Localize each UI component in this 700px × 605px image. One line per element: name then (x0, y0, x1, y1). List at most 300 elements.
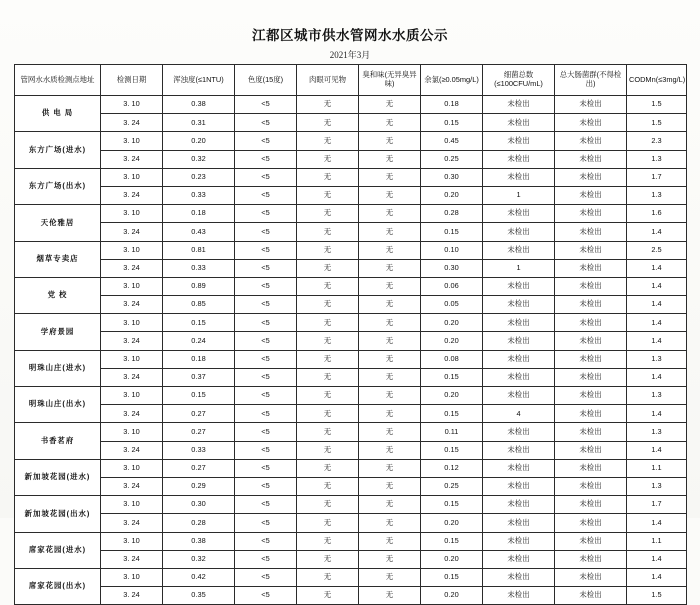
cell-turbidity: 0.15 (163, 387, 235, 405)
cell-date: 3. 24 (101, 477, 163, 495)
table-row (15, 96, 687, 114)
table-row (15, 223, 687, 241)
page-subtitle: 2021年3月 (329, 50, 371, 60)
table-row (15, 132, 687, 150)
cell-codmn: 1.1 (627, 532, 687, 550)
table-row (15, 441, 687, 459)
cell-codmn: 1.4 (627, 223, 687, 241)
cell-site: 党 校 (15, 277, 101, 313)
cell-odor: 无 (359, 405, 421, 423)
cell-residual-chlorine: 0.06 (421, 277, 483, 295)
cell-bacteria-count: 未检出 (483, 459, 555, 477)
table-row (15, 496, 687, 514)
cell-coliform: 未检出 (555, 114, 627, 132)
cell-bacteria-count: 未检出 (483, 423, 555, 441)
cell-date: 3. 10 (101, 205, 163, 223)
table-row (15, 532, 687, 550)
cell-codmn: 1.5 (627, 587, 687, 605)
cell-chroma: <5 (235, 550, 297, 568)
cell-codmn: 1.4 (627, 514, 687, 532)
cell-visible-matter: 无 (297, 459, 359, 477)
cell-odor: 无 (359, 496, 421, 514)
cell-visible-matter: 无 (297, 514, 359, 532)
cell-residual-chlorine: 0.20 (421, 514, 483, 532)
cell-coliform: 未检出 (555, 223, 627, 241)
cell-odor: 无 (359, 223, 421, 241)
cell-residual-chlorine: 0.15 (421, 568, 483, 586)
cell-bacteria-count: 未检出 (483, 314, 555, 332)
cell-codmn: 1.3 (627, 477, 687, 495)
cell-visible-matter: 无 (297, 205, 359, 223)
table-row (15, 332, 687, 350)
cell-chroma: <5 (235, 277, 297, 295)
cell-codmn: 1.4 (627, 314, 687, 332)
cell-coliform: 未检出 (555, 150, 627, 168)
cell-codmn: 1.3 (627, 150, 687, 168)
cell-codmn: 1.7 (627, 496, 687, 514)
cell-date: 3. 24 (101, 405, 163, 423)
cell-turbidity: 0.89 (163, 277, 235, 295)
cell-visible-matter: 无 (297, 568, 359, 586)
cell-date: 3. 10 (101, 350, 163, 368)
cell-coliform: 未检出 (555, 96, 627, 114)
cell-coliform: 未检出 (555, 277, 627, 295)
cell-coliform: 未检出 (555, 459, 627, 477)
cell-odor: 无 (359, 350, 421, 368)
cell-turbidity: 0.35 (163, 587, 235, 605)
cell-date: 3. 24 (101, 259, 163, 277)
cell-chroma: <5 (235, 568, 297, 586)
cell-visible-matter: 无 (297, 296, 359, 314)
cell-coliform: 未检出 (555, 186, 627, 204)
cell-bacteria-count: 未检出 (483, 514, 555, 532)
cell-site: 明珠山庄(进水) (15, 350, 101, 386)
cell-coliform: 未检出 (555, 168, 627, 186)
cell-visible-matter: 无 (297, 132, 359, 150)
cell-odor: 无 (359, 459, 421, 477)
cell-bacteria-count: 未检出 (483, 532, 555, 550)
cell-site: 东方广场(进水) (15, 132, 101, 168)
table-row (15, 459, 687, 477)
cell-bacteria-count: 未检出 (483, 223, 555, 241)
cell-turbidity: 0.23 (163, 168, 235, 186)
header-bacteria-count: 细菌总数(≤100CFU/mL) (483, 65, 555, 96)
cell-turbidity: 0.33 (163, 259, 235, 277)
cell-date: 3. 10 (101, 568, 163, 586)
cell-chroma: <5 (235, 114, 297, 132)
cell-odor: 无 (359, 532, 421, 550)
header-odor: 臭和味(无异臭异味) (359, 65, 421, 96)
cell-turbidity: 0.38 (163, 96, 235, 114)
header-residual-chlorine: 余氯(≥0.05mg/L) (421, 65, 483, 96)
cell-codmn: 1.5 (627, 96, 687, 114)
cell-bacteria-count: 未检出 (483, 587, 555, 605)
cell-site: 新加坡花园(进水) (15, 459, 101, 495)
cell-turbidity: 0.18 (163, 350, 235, 368)
cell-date: 3. 24 (101, 114, 163, 132)
cell-bacteria-count: 未检出 (483, 368, 555, 386)
cell-codmn: 1.3 (627, 387, 687, 405)
cell-odor: 无 (359, 423, 421, 441)
cell-turbidity: 0.33 (163, 441, 235, 459)
cell-bacteria-count: 未检出 (483, 114, 555, 132)
cell-coliform: 未检出 (555, 387, 627, 405)
cell-coliform: 未检出 (555, 550, 627, 568)
cell-odor: 无 (359, 332, 421, 350)
cell-residual-chlorine: 0.45 (421, 132, 483, 150)
cell-odor: 无 (359, 277, 421, 295)
cell-odor: 无 (359, 387, 421, 405)
table-row (15, 550, 687, 568)
cell-residual-chlorine: 0.30 (421, 259, 483, 277)
cell-codmn: 1.7 (627, 168, 687, 186)
header-codmn: CODMn(≤3mg/L) (627, 65, 687, 96)
cell-codmn: 1.3 (627, 186, 687, 204)
cell-turbidity: 0.27 (163, 423, 235, 441)
cell-chroma: <5 (235, 96, 297, 114)
cell-bacteria-count: 未检出 (483, 387, 555, 405)
cell-turbidity: 0.33 (163, 186, 235, 204)
cell-chroma: <5 (235, 223, 297, 241)
table-row (15, 387, 687, 405)
cell-turbidity: 0.32 (163, 150, 235, 168)
cell-coliform: 未检出 (555, 423, 627, 441)
cell-visible-matter: 无 (297, 259, 359, 277)
cell-residual-chlorine: 0.15 (421, 496, 483, 514)
header-date: 检测日期 (101, 65, 163, 96)
cell-visible-matter: 无 (297, 186, 359, 204)
table-row (15, 477, 687, 495)
cell-residual-chlorine: 0.15 (421, 368, 483, 386)
cell-turbidity: 0.81 (163, 241, 235, 259)
cell-chroma: <5 (235, 459, 297, 477)
cell-residual-chlorine: 0.15 (421, 223, 483, 241)
cell-chroma: <5 (235, 368, 297, 386)
cell-site: 席家花园(出水) (15, 568, 101, 604)
cell-site: 新加坡花园(出水) (15, 496, 101, 532)
cell-codmn: 1.4 (627, 259, 687, 277)
table-row (15, 423, 687, 441)
cell-odor: 无 (359, 314, 421, 332)
cell-residual-chlorine: 0.20 (421, 587, 483, 605)
cell-turbidity: 0.24 (163, 332, 235, 350)
cell-bacteria-count: 未检出 (483, 132, 555, 150)
cell-coliform: 未检出 (555, 496, 627, 514)
cell-residual-chlorine: 0.20 (421, 314, 483, 332)
cell-chroma: <5 (235, 132, 297, 150)
cell-odor: 无 (359, 441, 421, 459)
cell-turbidity: 0.15 (163, 314, 235, 332)
table-row (15, 277, 687, 295)
cell-chroma: <5 (235, 350, 297, 368)
cell-turbidity: 0.30 (163, 496, 235, 514)
cell-codmn: 1.4 (627, 441, 687, 459)
cell-visible-matter: 无 (297, 314, 359, 332)
cell-bacteria-count: 未检出 (483, 496, 555, 514)
cell-odor: 无 (359, 96, 421, 114)
cell-visible-matter: 无 (297, 350, 359, 368)
cell-turbidity: 0.42 (163, 568, 235, 586)
cell-codmn: 1.4 (627, 568, 687, 586)
table-row (15, 350, 687, 368)
cell-residual-chlorine: 0.10 (421, 241, 483, 259)
cell-residual-chlorine: 0.20 (421, 186, 483, 204)
cell-coliform: 未检出 (555, 132, 627, 150)
cell-date: 3. 24 (101, 550, 163, 568)
cell-residual-chlorine: 0.15 (421, 114, 483, 132)
cell-turbidity: 0.28 (163, 514, 235, 532)
cell-odor: 无 (359, 132, 421, 150)
cell-date: 3. 24 (101, 587, 163, 605)
cell-site: 烟草专卖店 (15, 241, 101, 277)
cell-bacteria-count: 未检出 (483, 168, 555, 186)
cell-date: 3. 10 (101, 96, 163, 114)
cell-visible-matter: 无 (297, 168, 359, 186)
cell-visible-matter: 无 (297, 387, 359, 405)
table-row (15, 150, 687, 168)
cell-coliform: 未检出 (555, 568, 627, 586)
cell-date: 3. 24 (101, 441, 163, 459)
cell-coliform: 未检出 (555, 241, 627, 259)
cell-coliform: 未检出 (555, 514, 627, 532)
cell-date: 3. 10 (101, 241, 163, 259)
cell-coliform: 未检出 (555, 314, 627, 332)
table-row (15, 168, 687, 186)
cell-residual-chlorine: 0.25 (421, 150, 483, 168)
cell-bacteria-count: 未检出 (483, 477, 555, 495)
cell-odor: 无 (359, 568, 421, 586)
cell-bacteria-count: 4 (483, 405, 555, 423)
cell-bacteria-count: 未检出 (483, 550, 555, 568)
cell-residual-chlorine: 0.20 (421, 550, 483, 568)
cell-chroma: <5 (235, 387, 297, 405)
table-row (15, 514, 687, 532)
table-row (15, 241, 687, 259)
cell-coliform: 未检出 (555, 587, 627, 605)
cell-chroma: <5 (235, 441, 297, 459)
cell-visible-matter: 无 (297, 587, 359, 605)
cell-residual-chlorine: 0.11 (421, 423, 483, 441)
cell-coliform: 未检出 (555, 405, 627, 423)
cell-codmn: 1.1 (627, 459, 687, 477)
table-body (15, 96, 687, 605)
cell-date: 3. 10 (101, 168, 163, 186)
cell-odor: 无 (359, 587, 421, 605)
cell-odor: 无 (359, 259, 421, 277)
cell-chroma: <5 (235, 186, 297, 204)
cell-visible-matter: 无 (297, 368, 359, 386)
cell-residual-chlorine: 0.18 (421, 96, 483, 114)
table-header-row (15, 65, 687, 96)
cell-bacteria-count: 未检出 (483, 150, 555, 168)
cell-odor: 无 (359, 241, 421, 259)
cell-site: 东方广场(出水) (15, 168, 101, 204)
cell-bacteria-count: 未检出 (483, 241, 555, 259)
cell-residual-chlorine: 0.15 (421, 532, 483, 550)
cell-date: 3. 24 (101, 150, 163, 168)
cell-coliform: 未检出 (555, 259, 627, 277)
cell-chroma: <5 (235, 587, 297, 605)
cell-residual-chlorine: 0.15 (421, 441, 483, 459)
cell-codmn: 1.4 (627, 332, 687, 350)
cell-site: 席家花园(进水) (15, 532, 101, 568)
cell-date: 3. 10 (101, 532, 163, 550)
cell-turbidity: 0.18 (163, 205, 235, 223)
cell-turbidity: 0.38 (163, 532, 235, 550)
water-quality-table (14, 64, 687, 605)
cell-odor: 无 (359, 205, 421, 223)
cell-residual-chlorine: 0.08 (421, 350, 483, 368)
cell-odor: 无 (359, 514, 421, 532)
cell-site: 明珠山庄(出水) (15, 387, 101, 423)
header-visible-matter: 肉眼可见物 (297, 65, 359, 96)
cell-coliform: 未检出 (555, 368, 627, 386)
cell-residual-chlorine: 0.28 (421, 205, 483, 223)
cell-chroma: <5 (235, 205, 297, 223)
table-row (15, 114, 687, 132)
cell-chroma: <5 (235, 496, 297, 514)
cell-date: 3. 10 (101, 132, 163, 150)
cell-residual-chlorine: 0.15 (421, 405, 483, 423)
cell-bacteria-count: 1 (483, 259, 555, 277)
header-coliform: 总大肠菌群(不得检出) (555, 65, 627, 96)
cell-codmn: 1.4 (627, 550, 687, 568)
table-row (15, 186, 687, 204)
cell-visible-matter: 无 (297, 241, 359, 259)
cell-codmn: 1.3 (627, 423, 687, 441)
cell-chroma: <5 (235, 332, 297, 350)
cell-coliform: 未检出 (555, 296, 627, 314)
cell-odor: 无 (359, 550, 421, 568)
cell-visible-matter: 无 (297, 423, 359, 441)
cell-date: 3. 10 (101, 277, 163, 295)
cell-chroma: <5 (235, 532, 297, 550)
cell-date: 3. 10 (101, 459, 163, 477)
cell-date: 3. 24 (101, 514, 163, 532)
cell-turbidity: 0.27 (163, 405, 235, 423)
cell-date: 3. 24 (101, 186, 163, 204)
cell-codmn: 1.4 (627, 277, 687, 295)
cell-odor: 无 (359, 114, 421, 132)
cell-bacteria-count: 未检出 (483, 441, 555, 459)
cell-odor: 无 (359, 150, 421, 168)
cell-chroma: <5 (235, 314, 297, 332)
cell-chroma: <5 (235, 150, 297, 168)
table-row (15, 405, 687, 423)
cell-codmn: 1.6 (627, 205, 687, 223)
header-chroma: 色度(15度) (235, 65, 297, 96)
cell-coliform: 未检出 (555, 477, 627, 495)
cell-turbidity: 0.31 (163, 114, 235, 132)
cell-date: 3. 24 (101, 296, 163, 314)
cell-turbidity: 0.29 (163, 477, 235, 495)
cell-turbidity: 0.85 (163, 296, 235, 314)
cell-coliform: 未检出 (555, 441, 627, 459)
cell-visible-matter: 无 (297, 277, 359, 295)
cell-turbidity: 0.20 (163, 132, 235, 150)
cell-site: 供 电 局 (15, 96, 101, 132)
cell-bacteria-count: 未检出 (483, 277, 555, 295)
cell-site: 书香茗府 (15, 423, 101, 459)
table-row (15, 314, 687, 332)
cell-odor: 无 (359, 168, 421, 186)
table-row (15, 296, 687, 314)
cell-bacteria-count: 1 (483, 186, 555, 204)
cell-date: 3. 10 (101, 387, 163, 405)
cell-chroma: <5 (235, 296, 297, 314)
cell-date: 3. 24 (101, 332, 163, 350)
cell-visible-matter: 无 (297, 496, 359, 514)
cell-codmn: 2.5 (627, 241, 687, 259)
cell-bacteria-count: 未检出 (483, 350, 555, 368)
cell-visible-matter: 无 (297, 477, 359, 495)
cell-date: 3. 10 (101, 423, 163, 441)
cell-bacteria-count: 未检出 (483, 296, 555, 314)
cell-visible-matter: 无 (297, 114, 359, 132)
table-row (15, 568, 687, 586)
header-turbidity: 浑浊度(≤1NTU) (163, 65, 235, 96)
cell-chroma: <5 (235, 423, 297, 441)
cell-bacteria-count: 未检出 (483, 205, 555, 223)
cell-date: 3. 10 (101, 496, 163, 514)
cell-visible-matter: 无 (297, 405, 359, 423)
cell-coliform: 未检出 (555, 350, 627, 368)
cell-bacteria-count: 未检出 (483, 332, 555, 350)
cell-coliform: 未检出 (555, 332, 627, 350)
cell-odor: 无 (359, 368, 421, 386)
cell-site: 学府景园 (15, 314, 101, 350)
cell-chroma: <5 (235, 477, 297, 495)
cell-site: 天伦雅居 (15, 205, 101, 241)
cell-odor: 无 (359, 477, 421, 495)
cell-visible-matter: 无 (297, 223, 359, 241)
cell-visible-matter: 无 (297, 332, 359, 350)
cell-visible-matter: 无 (297, 532, 359, 550)
cell-chroma: <5 (235, 241, 297, 259)
cell-bacteria-count: 未检出 (483, 568, 555, 586)
page-title: 江都区城市供水管网水水质公示 (252, 28, 448, 43)
cell-odor: 无 (359, 186, 421, 204)
table-row (15, 368, 687, 386)
cell-codmn: 1.4 (627, 405, 687, 423)
cell-residual-chlorine: 0.20 (421, 332, 483, 350)
cell-visible-matter: 无 (297, 96, 359, 114)
cell-codmn: 1.4 (627, 368, 687, 386)
cell-residual-chlorine: 0.30 (421, 168, 483, 186)
cell-chroma: <5 (235, 514, 297, 532)
cell-codmn: 1.3 (627, 350, 687, 368)
cell-odor: 无 (359, 296, 421, 314)
cell-visible-matter: 无 (297, 150, 359, 168)
cell-visible-matter: 无 (297, 441, 359, 459)
cell-turbidity: 0.37 (163, 368, 235, 386)
cell-date: 3. 10 (101, 314, 163, 332)
cell-date: 3. 24 (101, 223, 163, 241)
cell-codmn: 1.4 (627, 296, 687, 314)
cell-residual-chlorine: 0.12 (421, 459, 483, 477)
table-row (15, 587, 687, 605)
cell-chroma: <5 (235, 259, 297, 277)
cell-chroma: <5 (235, 168, 297, 186)
table-row (15, 205, 687, 223)
cell-date: 3. 24 (101, 368, 163, 386)
cell-visible-matter: 无 (297, 550, 359, 568)
cell-turbidity: 0.27 (163, 459, 235, 477)
cell-bacteria-count: 未检出 (483, 96, 555, 114)
cell-codmn: 2.3 (627, 132, 687, 150)
cell-residual-chlorine: 0.20 (421, 387, 483, 405)
cell-codmn: 1.5 (627, 114, 687, 132)
